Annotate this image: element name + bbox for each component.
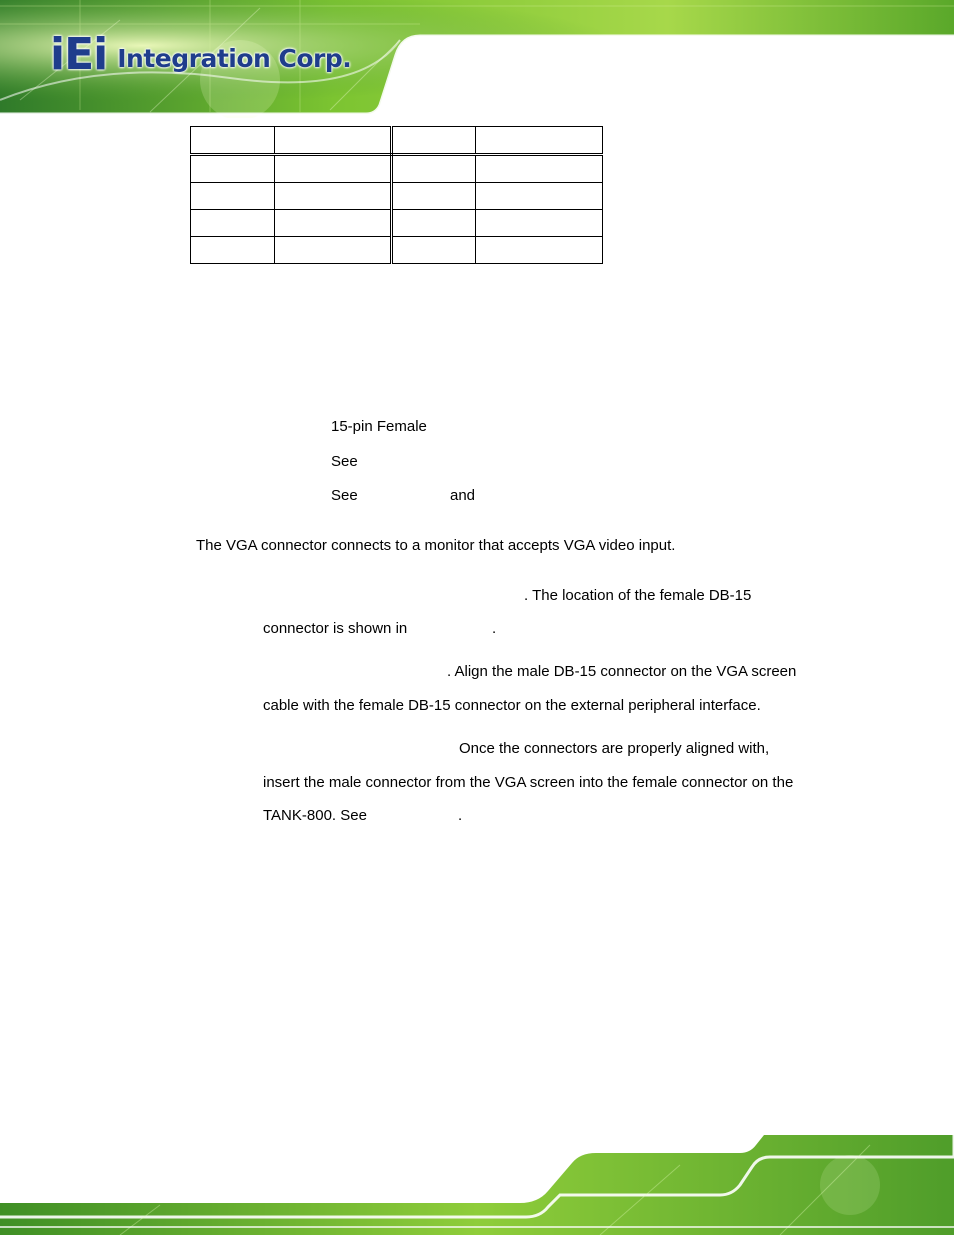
table-row (191, 237, 603, 264)
table-cell (191, 210, 275, 237)
table-cell (191, 155, 275, 183)
spec-type-value: 15-pin Female (331, 418, 427, 435)
table-cell (275, 127, 392, 155)
step1-text-line2a: connector is shown in (263, 620, 408, 637)
table-cell (275, 155, 392, 183)
table-cell (392, 127, 476, 155)
spec-location-value: See (331, 453, 358, 470)
step3-text-line3b: . (458, 807, 463, 824)
spec-pinouts-see: See (331, 487, 358, 504)
step2-text-line2: cable with the female DB-15 connector on the external peripheral interface. (263, 697, 761, 714)
table-cell (191, 237, 275, 264)
table-cell (392, 155, 476, 183)
table-cell (191, 127, 275, 155)
table-cell (476, 237, 603, 264)
vga-pinout-table (190, 126, 603, 264)
step2-text-line1: . Align the male DB-15 connector on the VGA screen (447, 663, 797, 680)
step3-text-line3a: TANK-800. See (263, 807, 367, 824)
footer-banner-graphic (0, 1135, 954, 1235)
table-cell (476, 127, 603, 155)
table-cell (392, 237, 476, 264)
step3-text-line2: insert the male connector from the VGA screen into the female connector on the (263, 774, 794, 791)
footer-banner (0, 1135, 954, 1235)
logo-mark: iEi (50, 29, 108, 80)
table-header-row (191, 127, 603, 155)
table-cell (476, 183, 603, 210)
table-cell (476, 155, 603, 183)
company-logo (50, 27, 352, 80)
table-cell (191, 183, 275, 210)
intro-paragraph: The VGA connector connects to a monitor that accepts VGA video input. (196, 537, 676, 554)
spec-pinouts-and: and (450, 487, 476, 504)
table-cell (392, 210, 476, 237)
step1-text-line1: . The location of the female DB-15 (524, 587, 752, 604)
logo-text: Integration Corp. (117, 44, 352, 73)
step3-text-line1: Once the connectors are properly aligned with, (459, 740, 770, 757)
table-row (191, 155, 603, 183)
table-row (191, 183, 603, 210)
table-cell (275, 237, 392, 264)
step1-text-line2b: . (492, 620, 497, 637)
table-cell (275, 210, 392, 237)
table-cell (392, 183, 476, 210)
table-cell (476, 210, 603, 237)
table-row (191, 210, 603, 237)
table-cell (275, 183, 392, 210)
